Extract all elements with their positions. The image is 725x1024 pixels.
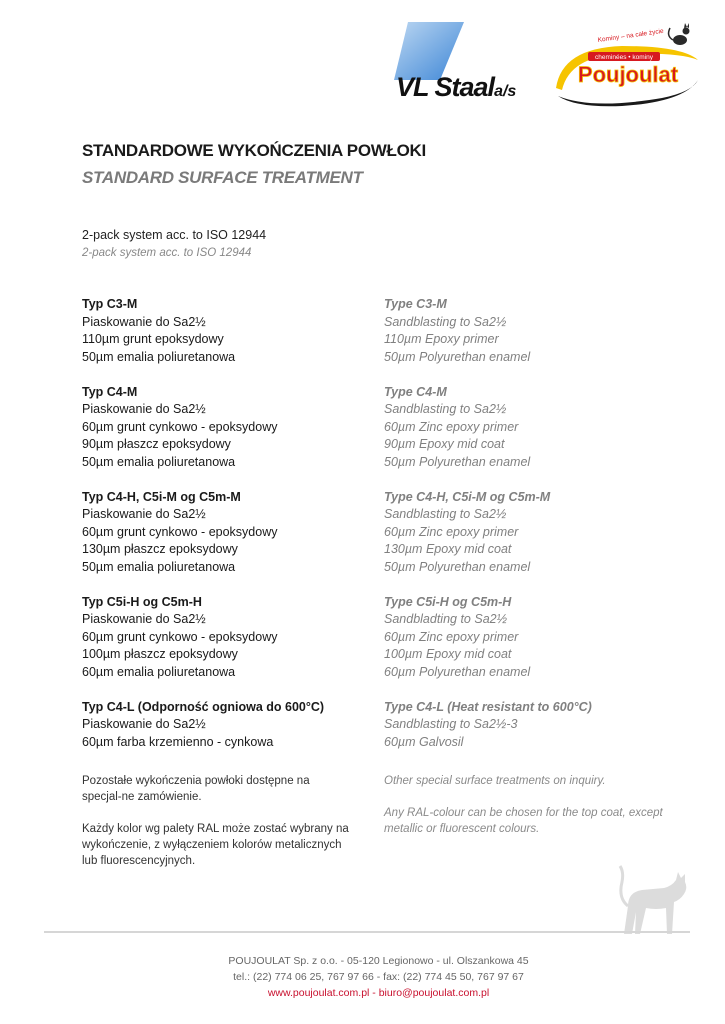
coating-type-block bbox=[82, 384, 324, 472]
coating-line: 50µm emalia poliuretanowa bbox=[82, 454, 236, 469]
coating-line: Sandblasting to Sa2½ bbox=[384, 314, 507, 329]
coating-line: 60µm grunt cynkowo - epoksydowy bbox=[82, 629, 278, 644]
notes-polish bbox=[82, 773, 352, 885]
cat-icon bbox=[669, 23, 690, 45]
coating-type-block bbox=[384, 296, 592, 366]
coating-line: 110µm Epoxy primer bbox=[384, 332, 499, 346]
coating-line: 90µm Epoxy mid coat bbox=[384, 437, 505, 451]
coating-line: Piaskowanie do Sa2½ bbox=[82, 402, 206, 416]
page-title-polish: STANDARDOWE WYKOŃCZENIA POWŁOKI bbox=[82, 141, 426, 160]
coating-line: 50µm Polyurethan enamel bbox=[384, 559, 531, 574]
footer-contact[interactable]: www.poujoulat.com.pl - biuro@poujoulat.com.pl bbox=[267, 987, 490, 999]
coating-line: Sandblasting to Sa2½ bbox=[384, 507, 507, 521]
coating-type-title: Type C5i-H og C5m-H bbox=[384, 594, 512, 609]
coating-line: Piaskowanie do Sa2½ bbox=[82, 314, 206, 329]
coating-type-block bbox=[384, 699, 592, 752]
coating-line: Piaskowanie do Sa2½ bbox=[82, 717, 206, 731]
coating-line: 50µm emalia poliuretanowa bbox=[82, 559, 236, 574]
coating-line: 60µm emalia poliuretanowa bbox=[82, 664, 236, 679]
coating-line: 60µm Zinc epoxy primer bbox=[384, 419, 519, 434]
coating-type-block bbox=[82, 699, 324, 752]
note-paragraph: Każdy kolor wg palety RAL może zostać wybrany na wykończenie, z wyłączeniem kolorów metalicznych lub fluorescencyjnych. bbox=[82, 823, 349, 867]
coating-line: 60µm grunt cynkowo - epoksydowy bbox=[82, 524, 278, 539]
coating-type-title: Type C4-H, C5i-M og C5m-M bbox=[384, 489, 551, 504]
note-paragraph: Pozostałe wykończenia powłoki dostępne na specjal-ne zamówienie. bbox=[82, 775, 310, 803]
coating-type-title: Type C4-L (Heat resistant to 600°C) bbox=[384, 699, 592, 714]
coating-type-block bbox=[82, 296, 324, 366]
coating-line: 100µm płaszcz epoksydowy bbox=[82, 647, 238, 661]
coating-line: Piaskowanie do Sa2½ bbox=[82, 612, 206, 626]
coating-line: 100µm Epoxy mid coat bbox=[384, 647, 512, 661]
coating-line: 130µm płaszcz epoksydowy bbox=[82, 542, 238, 556]
note-paragraph: Other special surface treatments on inquiry. bbox=[384, 775, 606, 787]
coating-type-block bbox=[82, 594, 324, 682]
footer-phone: tel.: (22) 774 06 25, 767 97 66 - fax: (22) 774 45 50, 767 97 67 bbox=[233, 971, 524, 983]
coating-type-block bbox=[384, 594, 592, 682]
vl-staal-logo bbox=[394, 22, 544, 102]
coating-line: 60µm Zinc epoxy primer bbox=[384, 629, 519, 644]
notes-english bbox=[384, 773, 664, 853]
coating-type-block bbox=[384, 384, 592, 472]
svg-text:Poujoulat: Poujoulat bbox=[577, 62, 679, 87]
coating-type-title: Typ C4-H, C5i-M og C5m-M bbox=[82, 489, 241, 504]
coating-type-block bbox=[384, 489, 592, 577]
system-note-english: 2-pack system acc. to ISO 12944 bbox=[82, 247, 252, 259]
system-note-polish: 2-pack system acc. to ISO 12944 bbox=[82, 228, 267, 242]
footer-address: POUJOULAT Sp. z o.o. - 05-120 Legionowo - ul. Olszankowa 45 bbox=[228, 955, 529, 967]
coating-type-block bbox=[82, 489, 324, 577]
page-title-english: STANDARD SURFACE TREATMENT bbox=[82, 168, 363, 187]
coating-line: 50µm emalia poliuretanowa bbox=[82, 349, 236, 364]
coating-line: Sandblasting to Sa2½ bbox=[384, 402, 507, 416]
coating-line: Piaskowanie do Sa2½ bbox=[82, 507, 206, 521]
coating-type-title: Type C4-M bbox=[384, 384, 447, 399]
footer bbox=[0, 953, 725, 1001]
coating-line: 50µm Polyurethan enamel bbox=[384, 349, 531, 364]
coating-line: 130µm Epoxy mid coat bbox=[384, 542, 512, 556]
coating-types-polish bbox=[82, 296, 324, 769]
vl-staal-wordmark: VL Staala/s bbox=[396, 72, 517, 102]
cat-silhouette-icon bbox=[606, 862, 696, 934]
coating-line: 60µm Galvosil bbox=[384, 734, 464, 749]
note-paragraph: Any RAL-colour can be chosen for the top coat, except metallic or fluorescent colours. bbox=[384, 807, 663, 835]
coating-types-english bbox=[384, 296, 592, 769]
coating-line: Sandblasting to Sa2½-3 bbox=[384, 717, 518, 731]
poujoulat-logo bbox=[552, 18, 702, 108]
coating-line: 60µm Polyurethan enamel bbox=[384, 664, 531, 679]
coating-type-title: Typ C5i-H og C5m-H bbox=[82, 594, 202, 609]
svg-text:cheminées • kominy: cheminées • kominy bbox=[595, 54, 653, 61]
coating-type-title: Typ C4-L (Odporność ogniowa do 600°C) bbox=[82, 699, 325, 714]
footer-divider bbox=[44, 931, 690, 933]
coating-type-title: Type C3-M bbox=[384, 297, 447, 311]
coating-line: 60µm grunt cynkowo - epoksydowy bbox=[82, 419, 278, 434]
coating-line: 50µm Polyurethan enamel bbox=[384, 454, 531, 469]
coating-line: 60µm farba krzemienno - cynkowa bbox=[82, 734, 274, 749]
coating-line: 110µm grunt epoksydowy bbox=[82, 332, 224, 346]
coating-line: 60µm Zinc epoxy primer bbox=[384, 524, 519, 539]
coating-type-title: Typ C3-M bbox=[82, 297, 138, 311]
svg-text:Kominy – na całe życie: Kominy – na całe życie bbox=[597, 27, 665, 44]
coating-line: 90µm płaszcz epoksydowy bbox=[82, 437, 231, 451]
coating-type-title: Typ C4-M bbox=[82, 384, 138, 399]
coating-line: Sandbladting to Sa2½ bbox=[384, 612, 508, 626]
